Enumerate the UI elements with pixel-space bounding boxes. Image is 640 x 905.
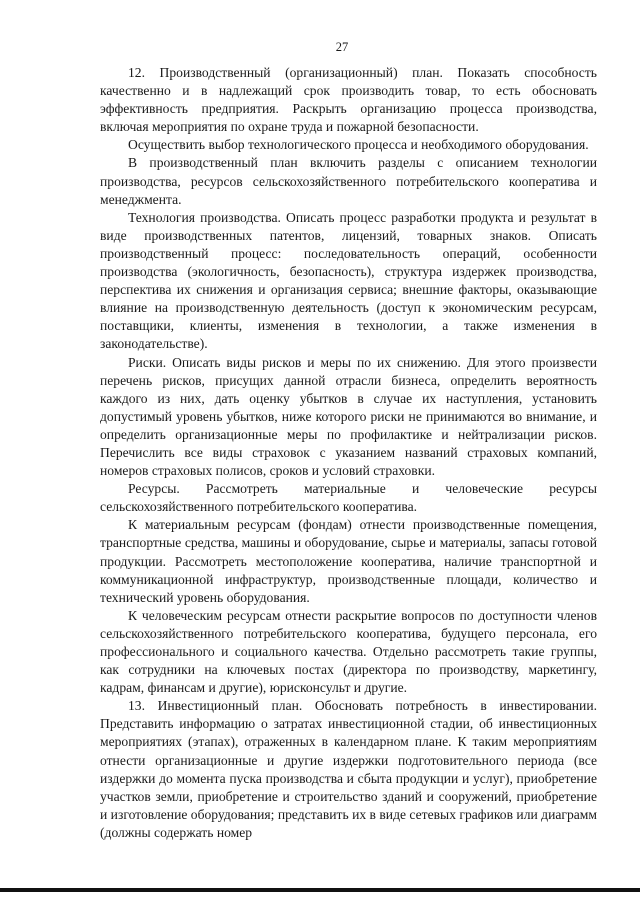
paragraph-technology: Технология производства. Описать процесс разработки продукта и результат в виде производственных патентов, лицензий, товарных знаков. Описать производственный процесс: последовательность операций, особенности производства (экологичность, безопасность), структура издержек производства, перспектива их снижения и организация сервиса; внешние факторы, оказывающие влияние на производственную деятельность (доступ к экономическим ресурсам, поставщики, клиенты, изменения в технологии, а также изменения в законодательстве). [100, 209, 597, 352]
paragraph-plan-sections: В производственный план включить разделы с описанием технологии производства, ресурсов сельскохозяйственного потребительского кооператива и менеджмента. [100, 155, 597, 207]
paragraph-risks: Риски. Описать виды рисков и меры по их снижению. Для этого произвести перечень рисков, присущих данной отрасли бизнеса, определить вероятность каждого из них, дать оценку убытков в случае их наступления, установить допустимый уровень убытков, ниже которого риски не принимаются во внимание, и определить организационные меры по профилактике и нейтрализации рисков. Перечислить все виды страховок с указанием названий страховых компаний, номеров страховых полисов, сроков и условий страховки. [100, 354, 597, 479]
page-number: 27 [335, 40, 349, 54]
paragraph-material-resources: К материальным ресурсам (фондам) отнести производственные помещения, транспортные средства, машины и оборудование, сырье и материалы, запасы готовой продукции. Рассмотреть местоположение кооператива, наличие транспортной и коммуникационной инфраструктур, производственные площади, количество и технический уровень оборудования. [100, 517, 597, 605]
paragraph-resources: Ресурсы. Рассмотреть материальные и человеческие ресурсы сельскохозяйственного потребительского кооператива. [100, 481, 597, 515]
bottom-divider [0, 888, 640, 892]
paragraph-production-plan: 12. Производственный (организационный) план. Показать способность качественно и в надлежащий срок производить товар, то есть обосновать эффективность предприятия. Раскрыть организацию процесса производства, включая мероприятия по охране труда и пожарной безопасности. [100, 65, 597, 135]
paragraph-investment-plan: 13. Инвестиционный план. Обосновать потребность в инвестировании. Представить информацию о затратах инвестиционной стадии, об инвестиционных мероприятиях (этапах), отраженных в календарном плане. К таким мероприятиям отнести организационные и другие издержки подготовительного периода (все издержки до момента пуска производства и сбыта продукции и услуг), приобретение участков земли, приобретение и строительство зданий и сооружений, приобретение и изготовление оборудования; представить их в виде сетевых графиков или диаграмм (должны содержать номер [100, 698, 597, 840]
paragraph-human-resources: К человеческим ресурсам отнести раскрытие вопросов по доступности членов сельскохозяйственного потребительского кооператива, будущего персонала, его профессионального и социального качества. Отдельно рассмотреть такие группы, как сотрудники на ключевых постах (директора по производству, маркетингу, кадрам, финансам и другие), юрисконсульт и другие. [100, 607, 597, 696]
paragraph-process-choice: Осуществить выбор технологического процесса и необходимого оборудования. [128, 137, 589, 153]
text-body [100, 64, 597, 842]
